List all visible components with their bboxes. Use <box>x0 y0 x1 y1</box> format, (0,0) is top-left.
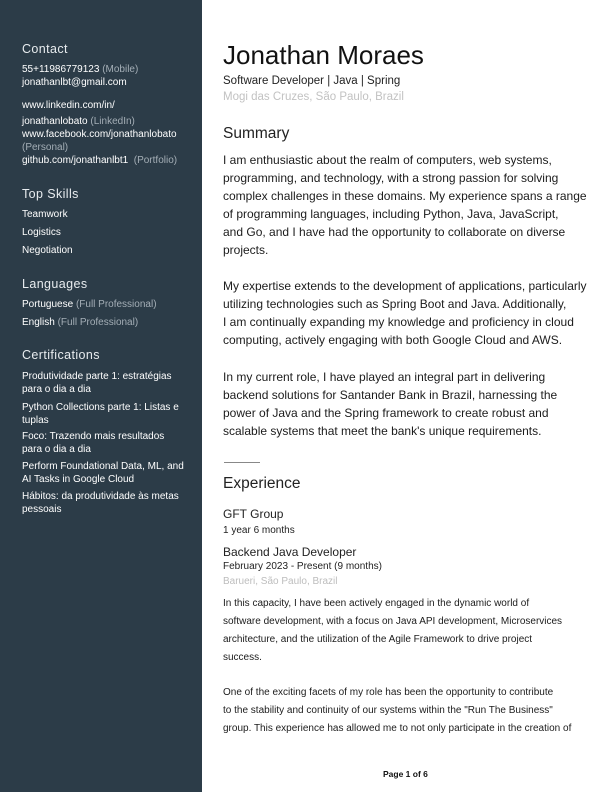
github-link[interactable]: github.com/jonathanlbt1 <box>22 155 129 166</box>
languages-heading: Languages <box>22 277 88 291</box>
text-line: I am enthusiastic about the realm of computers, web systems, <box>223 153 552 167</box>
phone <box>22 63 138 76</box>
profile-name: Jonathan Moraes <box>223 40 424 70</box>
certification-item <box>22 490 179 516</box>
github <box>22 154 177 167</box>
skill-item: Teamwork <box>22 209 68 220</box>
text-line: of programming languages, including Python, Java, JavaScript, <box>223 207 559 221</box>
linkedin-link[interactable]: www.linkedin.com/in/ <box>22 100 115 111</box>
phone-number: 55+11986779123 <box>22 64 100 75</box>
text-line: In this capacity, I have been actively engaged in the dynamic world of <box>223 598 530 609</box>
job-title: Backend Java Developer <box>223 545 357 559</box>
skill-item: Negotiation <box>22 245 73 256</box>
experience-heading: Experience <box>223 475 301 492</box>
certification-item <box>22 370 172 396</box>
skill-item: Logistics <box>22 227 61 238</box>
linkedin-label: (LinkedIn) <box>90 116 135 127</box>
cert-line: Python Collections parte 1: Listas e <box>22 402 179 413</box>
text-line: computing, actively engaging with both Google Cloud and AWS. <box>223 333 563 347</box>
phone-label: (Mobile) <box>102 64 139 75</box>
company-name: GFT Group <box>223 507 284 521</box>
company-duration: 1 year 6 months <box>223 525 295 536</box>
cert-line: Hábitos: da produtividade às metas <box>22 491 179 502</box>
certification-item <box>22 401 179 427</box>
skills-heading: Top Skills <box>22 187 79 201</box>
text-line: software development, with a focus on Java API development, Microservices <box>223 616 563 627</box>
certification-item <box>22 430 164 456</box>
text-line: In my current role, I have played an integral part in delivering <box>223 370 546 384</box>
text-line: programming, and technology, with a strong passion for solving <box>223 171 559 185</box>
cert-line: tuplas <box>22 415 49 426</box>
text-line: to the stability and continuity of our systems within the "Run The Business" <box>223 705 553 716</box>
language-level: (Full Professional) <box>57 317 139 328</box>
certification-item <box>22 460 184 486</box>
text-line: One of the exciting facets of my role has been the opportunity to contribute <box>223 687 554 698</box>
summary-paragraph <box>223 277 587 349</box>
summary-heading: Summary <box>223 125 290 142</box>
cert-line: pessoais <box>22 504 62 515</box>
text-line: power of Java and the Spring framework to create robust and <box>223 406 549 420</box>
language-name: Portuguese <box>22 299 74 310</box>
text-line: projects. <box>223 243 269 257</box>
sidebar <box>0 0 202 792</box>
text-line: utilizing technologies such as Spring Boot and Java. Additionally, <box>223 297 567 311</box>
job-dates: February 2023 - Present (9 months) <box>223 561 382 572</box>
job-location: Barueri, São Paulo, Brazil <box>223 576 338 587</box>
section-divider <box>224 462 260 463</box>
linkedin-line2 <box>22 115 135 128</box>
text-line: architecture, and the utilization of the Agile Framework to drive project <box>223 634 533 645</box>
email-link[interactable]: jonathanlbt@gmail.com <box>22 77 127 88</box>
language-item <box>22 298 157 311</box>
language-item <box>22 316 138 329</box>
facebook-link[interactable]: www.facebook.com/jonathanlobato <box>22 129 177 140</box>
cert-line: Perform Foundational Data, ML, and <box>22 461 184 472</box>
github-label: (Portfolio) <box>133 155 178 166</box>
page-number: Page 1 of 6 <box>383 769 428 779</box>
contact-heading: Contact <box>22 42 68 56</box>
text-line: success. <box>223 652 262 663</box>
text-line: group. This experience has allowed me to not only participate in the creation of <box>223 723 572 734</box>
cert-line: para o dia a dia <box>22 444 91 455</box>
location: Mogi das Cruzes, São Paulo, Brazil <box>223 91 404 103</box>
cert-line: Foco: Trazendo mais resultados <box>22 431 165 442</box>
summary-paragraph <box>223 151 587 259</box>
certifications-heading: Certifications <box>22 348 100 362</box>
facebook-label: (Personal) <box>22 142 69 153</box>
text-line: scalable systems that meet the bank's unique requirements. <box>223 424 542 438</box>
text-line: My expertise extends to the development of applications, particularly <box>223 279 587 293</box>
summary-paragraph <box>223 368 557 440</box>
job-description <box>223 684 571 738</box>
job-description <box>223 595 562 667</box>
text-line: and Go, and I have had the opportunity to collaborate on diverse <box>223 225 566 239</box>
text-line: I am continually expanding my knowledge and proficiency in cloud <box>223 315 574 329</box>
text-line: backend solutions for Santander Bank in Brazil, harnessing the <box>223 388 558 402</box>
text-line: complex challenges in these domains. My experience spans a range <box>223 189 587 203</box>
cert-line: Produtividade parte 1: estratégias <box>22 371 172 382</box>
cert-line: AI Tasks in Google Cloud <box>22 474 135 485</box>
language-level: (Full Professional) <box>75 299 157 310</box>
cert-line: para o dia a dia <box>22 384 91 395</box>
language-name: English <box>22 317 55 328</box>
headline: Software Developer | Java | Spring <box>223 75 401 87</box>
linkedin-handle[interactable]: jonathanlobato <box>22 116 88 127</box>
